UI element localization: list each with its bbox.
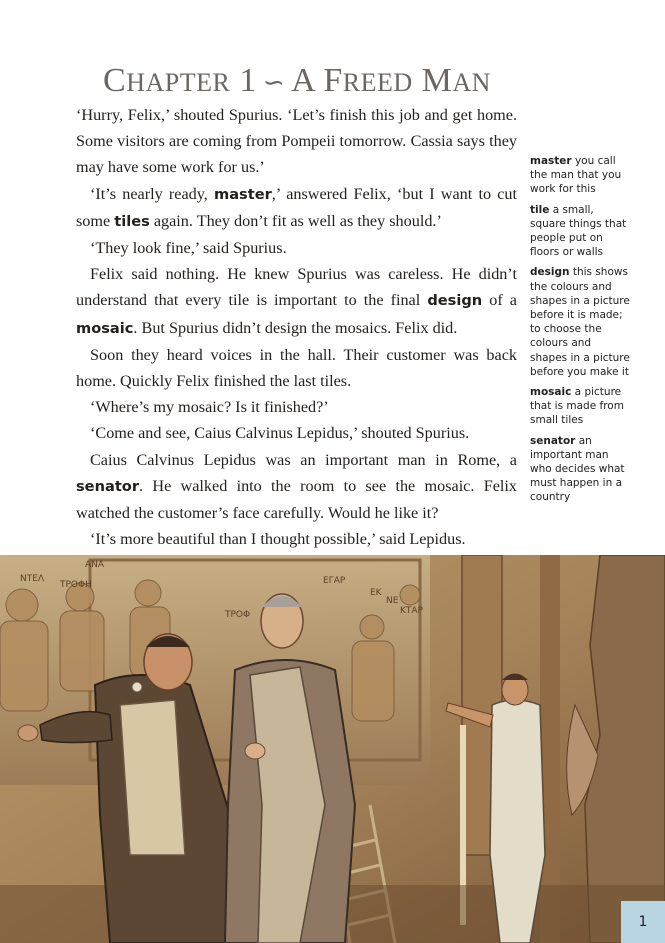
mosaic-word: ΑΝΑ — [85, 560, 105, 570]
glossary-definition: an important man who decides what must happen in a country — [530, 434, 625, 504]
text-segment: ‘Come and see, Caius Calvinus Lepidus,’ shouted Spurius. — [90, 424, 470, 443]
glossary-term: senator — [530, 434, 576, 447]
glossary-definition: a small, square things that people put on floors or walls — [530, 203, 627, 259]
story-paragraph — [76, 261, 517, 342]
column-right — [540, 555, 560, 943]
text-segment: Caius Calvinus Lepidus was an important man in Rome, a — [90, 450, 517, 469]
text-segment: of a — [482, 291, 517, 310]
glossary-definition: you call the man that you work for this — [530, 155, 622, 196]
text-segment: . He walked into the room to see the mosaic. Felix watched the customer’s face carefully. Would he like it? — [76, 476, 517, 523]
glossary-term: master — [530, 155, 572, 167]
text-segment: Soon they heard voices in the hall. Their customer was back home. Quickly Felix finished the last tiles. — [76, 345, 517, 391]
text-segment: . But Spurius didn’t design the mosaics. Felix did. — [133, 318, 458, 337]
mosaic-word: ΤΡΟΦΗ — [60, 580, 92, 590]
text-segment: ‘Where’s my mosaic? Is it finished?’ — [90, 398, 329, 417]
story-paragraph — [76, 526, 517, 552]
illustration-scene — [0, 555, 665, 943]
text-segment: ‘It’s more beautiful than I thought possible,’ said Lepidus. — [90, 530, 466, 549]
glossary-entry — [530, 265, 630, 379]
glossary-definition: a picture that is made from small tiles — [530, 386, 624, 427]
glossary-entry — [530, 434, 630, 505]
mosaic-word: ΕΓΑΡ — [323, 576, 346, 586]
statue — [585, 555, 665, 943]
story-paragraph — [76, 394, 517, 420]
story-paragraph — [76, 181, 517, 235]
story-text — [76, 102, 517, 552]
chapter-illustration — [0, 555, 665, 943]
glossary-term: mosaic — [530, 386, 572, 399]
glossary-word: senator — [76, 477, 140, 495]
glossary-entry — [530, 203, 630, 260]
story-paragraph — [76, 102, 517, 181]
story-paragraph — [76, 235, 517, 261]
text-segment: ‘They look fine,’ said Spurius. — [90, 239, 287, 258]
glossary-term: design — [530, 266, 570, 279]
glossary-definition: this shows the colours and shapes in a picture before it is made; to choose the colours and shapes in a picture before you make it — [530, 266, 630, 378]
glossary-entry — [530, 154, 630, 197]
mosaic-word: ΕΚ — [370, 588, 382, 598]
glossary-term: tile — [530, 203, 550, 216]
glossary-entry — [530, 385, 630, 428]
glossary-word: tiles — [114, 212, 150, 230]
chapter-separator-icon: ∽ — [262, 68, 286, 97]
glossary-word: design — [427, 292, 483, 310]
mosaic-word: ΤΡΟΦ — [225, 610, 251, 620]
chapter-name: A FREED MAN — [291, 62, 491, 99]
glossary-word: mosaic — [76, 319, 134, 337]
mosaic-word: ΝΕ — [386, 596, 399, 606]
text-segment: ,’ answered Felix, ‘but I want to cut some — [76, 184, 517, 230]
mosaic-word: ΝΤΕΛ — [20, 574, 45, 584]
chapter-number: CHAPTER 1 — [103, 62, 257, 99]
glossary-word: master — [213, 185, 272, 203]
text-segment: ‘Hurry, Felix,’ shouted Spurius. ‘Let’s finish this job and get home. Some visitors are coming from Pompeii tomorrow. Cassia says they may have some work for us.’ — [76, 106, 517, 177]
story-paragraph — [76, 447, 517, 527]
text-segment: Felix said nothing. He knew Spurius was careless. He didn’t understand that every tile is important to the final — [76, 265, 517, 310]
page-number: 1 — [621, 901, 665, 943]
story-paragraph — [76, 342, 517, 394]
chapter-title — [0, 62, 594, 100]
story-paragraph — [76, 420, 517, 446]
text-segment: again. They don’t fit as well as they should.’ — [149, 211, 442, 230]
text-segment: ‘It’s nearly ready, — [90, 184, 214, 203]
mosaic-word: ΚΤΑΡ — [400, 606, 423, 616]
glossary-sidebar — [530, 154, 630, 511]
